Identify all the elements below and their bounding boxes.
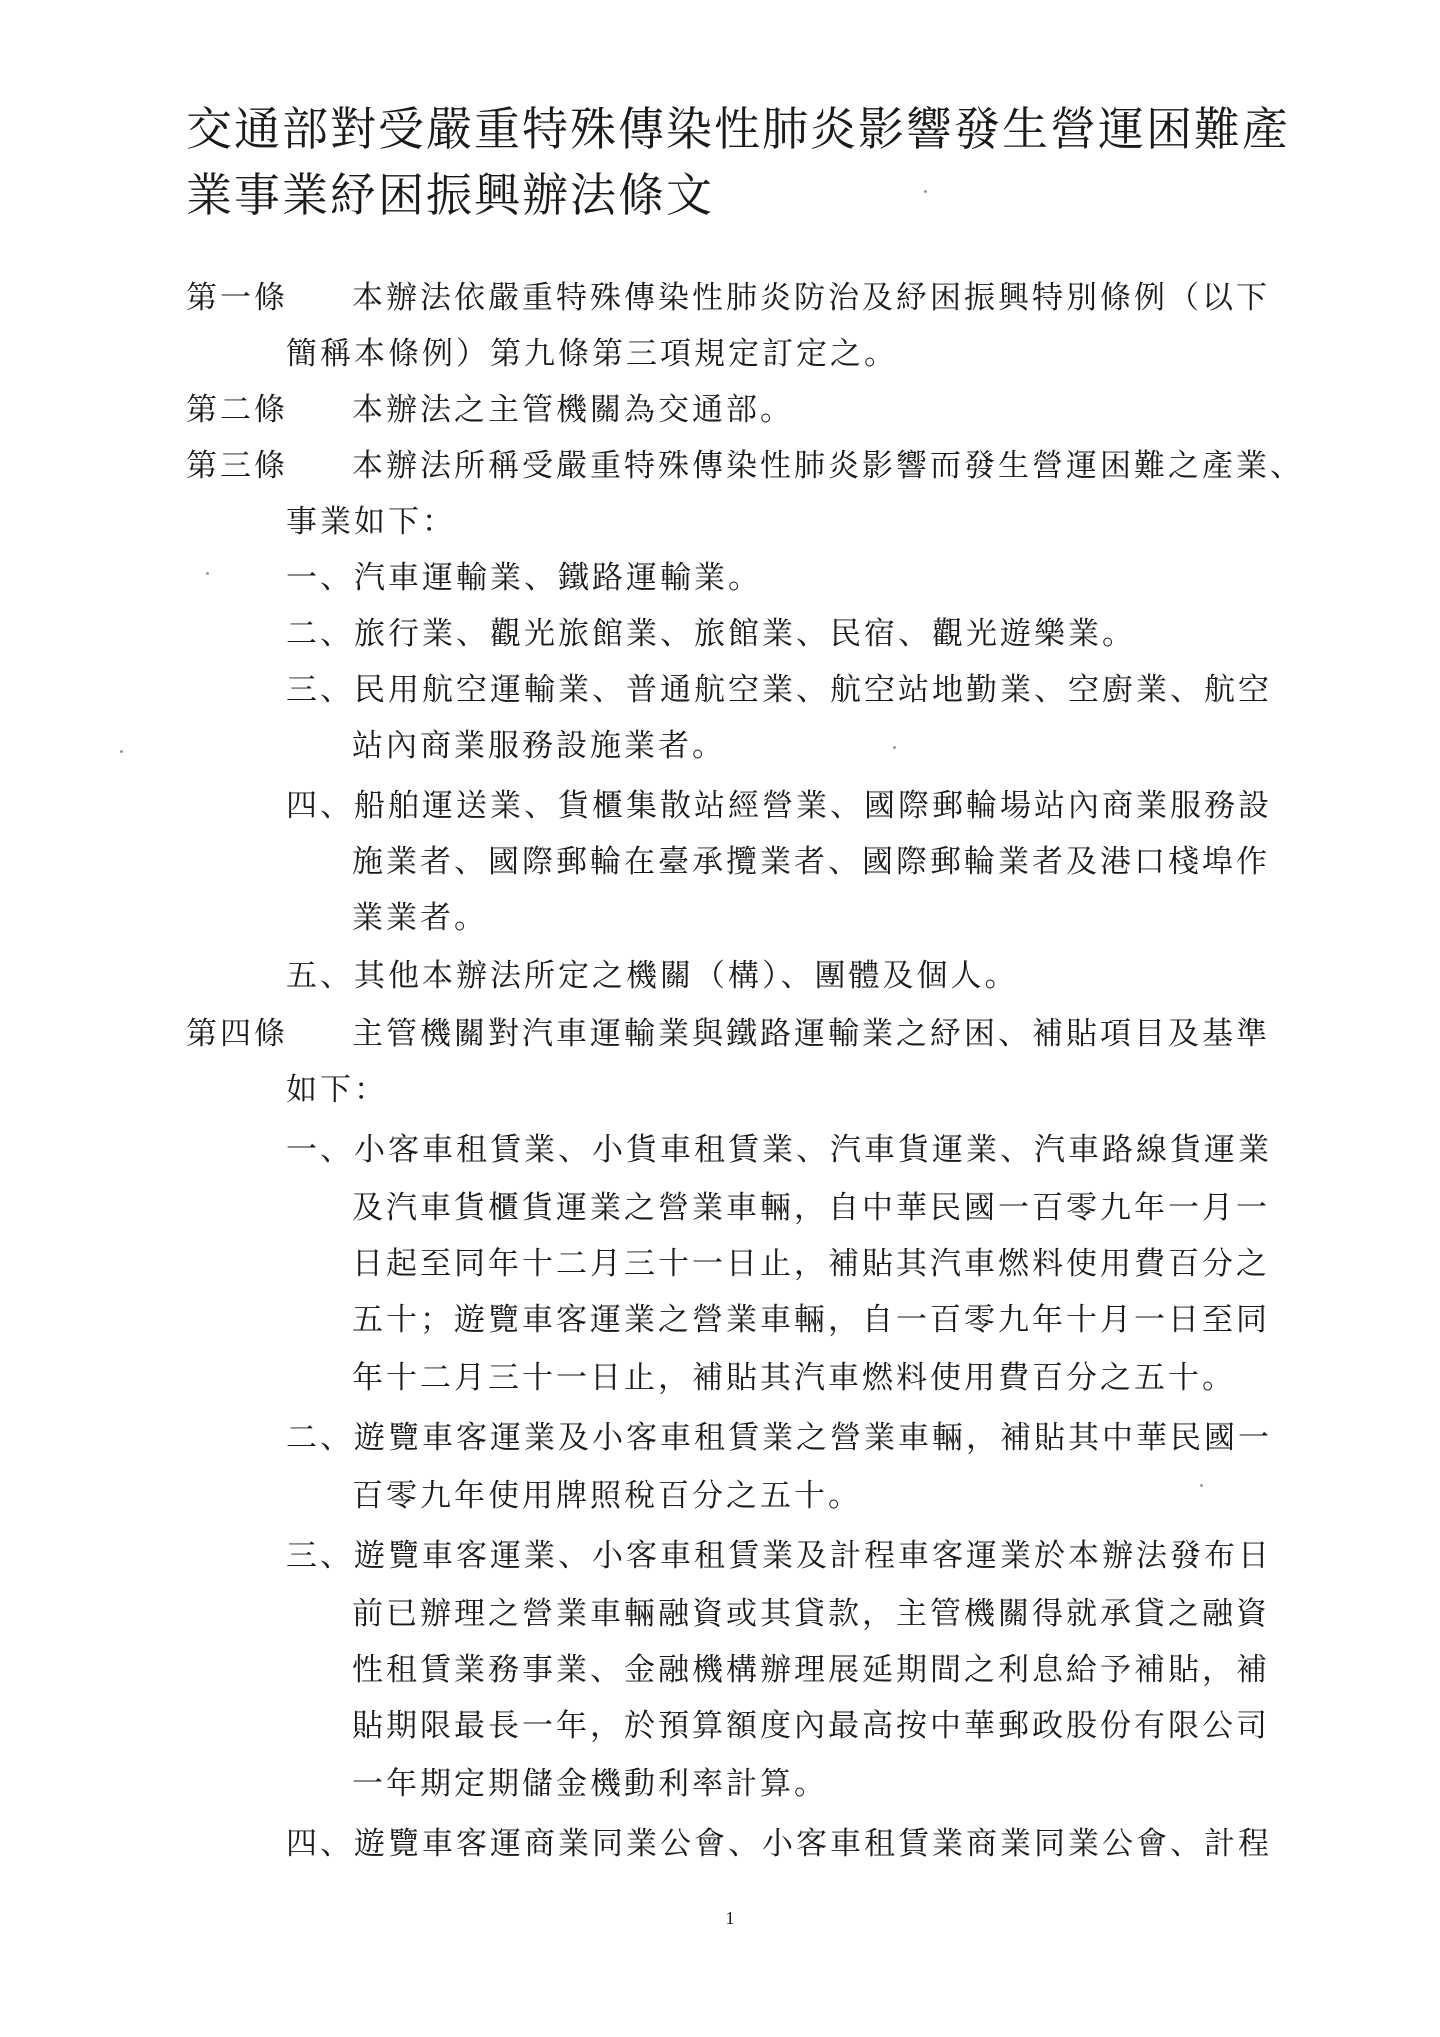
list-item-continued: 貼期限最長一年，於預算額度內最高按中華郵政股份有限公司 [352, 1708, 1270, 1744]
list-item-continued: 一年期定期儲金機動利率計算。 [352, 1766, 828, 1802]
article-text: 事業如下： [286, 504, 456, 540]
title-line: 交通部對受嚴重特殊傳染性肺炎影響發生營運困難產 [186, 102, 1290, 156]
list-item: 二、遊覽車客運業及小客車租賃業之營業車輛，補貼其中華民國一 [286, 1420, 1272, 1456]
list-item: 四、船舶運送業、貨櫃集散站經營業、國際郵輪場站內商業服務設 [286, 788, 1272, 824]
list-item: 三、遊覽車客運業、小客車租賃業及計程車客運業於本辦法發布日 [286, 1538, 1272, 1574]
list-item-continued: 及汽車貨櫃貨運業之營業車輛，自中華民國一百零九年一月一 [352, 1190, 1270, 1226]
article-text: 本辦法之主管機關為交通部。 [352, 392, 794, 428]
list-item-continued: 五十；遊覽車客運業之營業車輛，自一百零九年十月一日至同 [352, 1302, 1270, 1338]
article-text: 簡稱本條例）第九條第三項規定訂定之。 [286, 336, 898, 372]
list-item: 四、遊覽車客運商業同業公會、小客車租賃業商業同業公會、計程 [286, 1826, 1272, 1862]
list-item-continued: 業業者。 [352, 900, 488, 936]
article-label: 第二條 [186, 392, 288, 428]
article-text: 主管機關對汽車運輸業與鐵路運輸業之紓困、補貼項目及基準 [352, 1016, 1270, 1052]
title-line: 業事業紓困振興辦法條文 [186, 168, 714, 222]
article-label: 第四條 [186, 1016, 288, 1052]
article-label: 第三條 [186, 448, 288, 484]
document-title [186, 96, 1336, 228]
article-label: 第一條 [186, 280, 288, 316]
article-text: 本辦法所稱受嚴重特殊傳染性肺炎影響而發生營運困難之產業、 [352, 448, 1304, 484]
scan-speck [924, 190, 927, 193]
list-item: 一、汽車運輸業、鐵路運輸業。 [286, 560, 762, 596]
scan-speck [206, 572, 209, 575]
article-text: 如下： [286, 1072, 388, 1108]
list-item-continued: 性租賃業務事業、金融機構辦理展延期間之利息給予補貼，補 [352, 1652, 1270, 1688]
list-item-continued: 前已辦理之營業車輛融資或其貸款，主管機關得就承貸之融資 [352, 1596, 1270, 1632]
list-item-continued: 年十二月三十一日止，補貼其汽車燃料使用費百分之五十。 [352, 1360, 1236, 1396]
page-number: 1 [725, 1908, 735, 1928]
list-item-continued: 施業者、國際郵輪在臺承攬業者、國際郵輪業者及港口棧埠作 [352, 844, 1270, 880]
list-item-continued: 百零九年使用牌照稅百分之五十。 [352, 1478, 862, 1514]
list-item: 三、民用航空運輸業、普通航空業、航空站地勤業、空廚業、航空 [286, 672, 1272, 708]
list-item: 二、旅行業、觀光旅館業、旅館業、民宿、觀光遊樂業。 [286, 616, 1136, 652]
article-text: 本辦法依嚴重特殊傳染性肺炎防治及紓困振興特別條例（以下 [352, 280, 1270, 316]
scan-speck [1200, 1484, 1203, 1487]
scan-speck [893, 746, 896, 749]
list-item: 一、小客車租賃業、小貨車租賃業、汽車貨運業、汽車路線貨運業 [286, 1132, 1272, 1168]
list-item: 五、其他本辦法所定之機關（構）、團體及個人。 [286, 958, 1019, 994]
scan-speck [120, 750, 123, 753]
list-item-continued: 日起至同年十二月三十一日止，補貼其汽車燃料使用費百分之 [352, 1246, 1270, 1282]
list-item-continued: 站內商業服務設施業者。 [352, 728, 726, 764]
